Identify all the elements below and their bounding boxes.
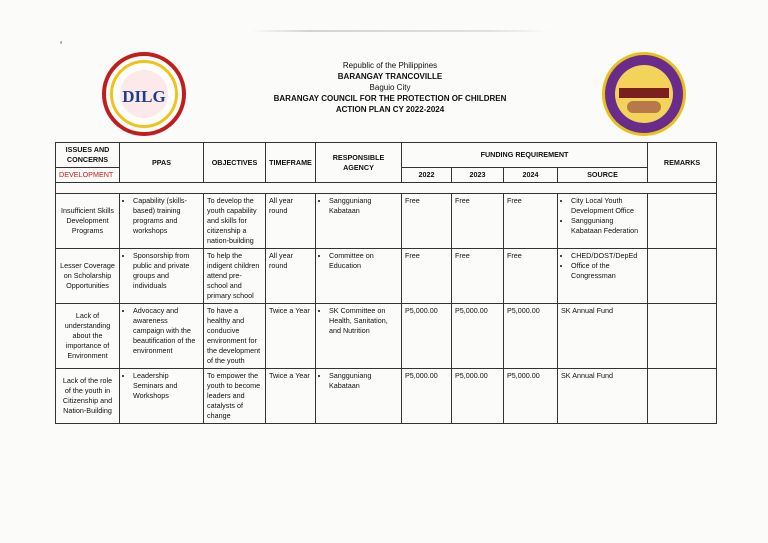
remarks-cell <box>648 249 717 304</box>
table-row <box>56 249 717 304</box>
barangay-seal-logo <box>602 52 686 136</box>
funding-2023-cell: P5,000.00 <box>452 369 504 424</box>
col-header-2022: 2022 <box>402 168 452 183</box>
funding-2023-cell: Free <box>452 194 504 249</box>
dilg-logo: DILG <box>102 52 186 136</box>
issue-cell: Insufficient Skills Development Programs <box>56 194 120 249</box>
pen-mark: ‘ <box>60 40 63 51</box>
funding-2022-cell: Free <box>402 249 452 304</box>
funding-2022-cell: P5,000.00 <box>402 304 452 369</box>
funding-2022-cell: Free <box>402 194 452 249</box>
col-header-issues: ISSUES AND CONCERNS <box>56 143 120 168</box>
agency-cell: • Sangguniang Kabataan <box>316 369 402 424</box>
table-row <box>56 194 717 249</box>
table-row <box>56 369 717 424</box>
scan-artifact <box>250 30 550 32</box>
col-header-remarks: REMARKS <box>648 143 717 183</box>
funding-2024-cell: P5,000.00 <box>504 304 558 369</box>
remarks-cell <box>648 304 717 369</box>
table-spacer <box>56 183 717 194</box>
col-header-funding: FUNDING REQUIREMENT <box>402 143 648 168</box>
funding-2022-cell: P5,000.00 <box>402 369 452 424</box>
source-cell: • CHED/DOST/DepEd • Office of the Congressman <box>558 249 648 304</box>
col-header-agency: RESPONSIBLE AGENCY <box>316 143 402 183</box>
agency-cell: • Sangguniang Kabataan <box>316 194 402 249</box>
objective-cell: To help the indigent children attend pre-school and primary school <box>204 249 266 304</box>
funding-2024-cell: Free <box>504 249 558 304</box>
objective-cell: To develop the youth capability and skills for citizenship a nation-building <box>204 194 266 249</box>
issue-cell: Lack of understanding about the importance of Environment <box>56 304 120 369</box>
issue-cell: Lack of the role of the youth in Citizenship and Nation-Building <box>56 369 120 424</box>
table-row <box>56 304 717 369</box>
table-header-row <box>56 143 717 168</box>
col-header-ppas: PPAS <box>120 143 204 183</box>
agency-cell: • Committee on Education <box>316 249 402 304</box>
agency-cell: • SK Committee on Health, Sanitation, and Nutrition <box>316 304 402 369</box>
col-header-source: SOURCE <box>558 168 648 183</box>
col-header-timeframe: TIMEFRAME <box>266 143 316 183</box>
header-line-barangay: BARANGAY TRANCOVILLE <box>337 72 443 81</box>
remarks-cell <box>648 369 717 424</box>
header-line-plan-title: ACTION PLAN CY 2022-2024 <box>335 105 445 114</box>
timeframe-cell: All year round <box>266 249 316 304</box>
timeframe-cell: All year round <box>266 194 316 249</box>
funding-2024-cell: Free <box>504 194 558 249</box>
header-line-city: Baguio City <box>369 83 411 92</box>
objective-cell: To have a healthy and conducive environment for the development of the youth <box>204 304 266 369</box>
ppas-cell: • Advocacy and awareness campaign with the beautification of the environment <box>120 304 204 369</box>
section-label-development: DEVELOPMENT <box>56 168 120 183</box>
funding-2024-cell: P5,000.00 <box>504 369 558 424</box>
col-header-2023: 2023 <box>452 168 504 183</box>
ppas-cell: • Leadership Seminars and Workshops <box>120 369 204 424</box>
ppas-cell: • Sponsorship from public and private groups and individuals <box>120 249 204 304</box>
timeframe-cell: Twice a Year <box>266 369 316 424</box>
col-header-2024: 2024 <box>504 168 558 183</box>
source-cell: SK Annual Fund <box>558 369 648 424</box>
funding-2023-cell: P5,000.00 <box>452 304 504 369</box>
timeframe-cell: Twice a Year <box>266 304 316 369</box>
document-header <box>230 60 550 115</box>
ppas-cell: • Capability (skills-based) training programs and workshops <box>120 194 204 249</box>
remarks-cell <box>648 194 717 249</box>
funding-2023-cell: Free <box>452 249 504 304</box>
issue-cell: Lesser Coverage on Scholarship Opportunities <box>56 249 120 304</box>
header-line-council: BARANGAY COUNCIL FOR THE PROTECTION OF CHILDREN <box>273 94 507 103</box>
header-line-republic: Republic of the Philippines <box>342 61 438 70</box>
col-header-objectives: OBJECTIVES <box>204 143 266 183</box>
source-cell: SK Annual Fund <box>558 304 648 369</box>
objective-cell: To empower the youth to become leaders and catalysts of change <box>204 369 266 424</box>
action-plan-table <box>55 142 717 424</box>
source-cell: • City Local Youth Development Office • Sangguniang Kabataan Federation <box>558 194 648 249</box>
